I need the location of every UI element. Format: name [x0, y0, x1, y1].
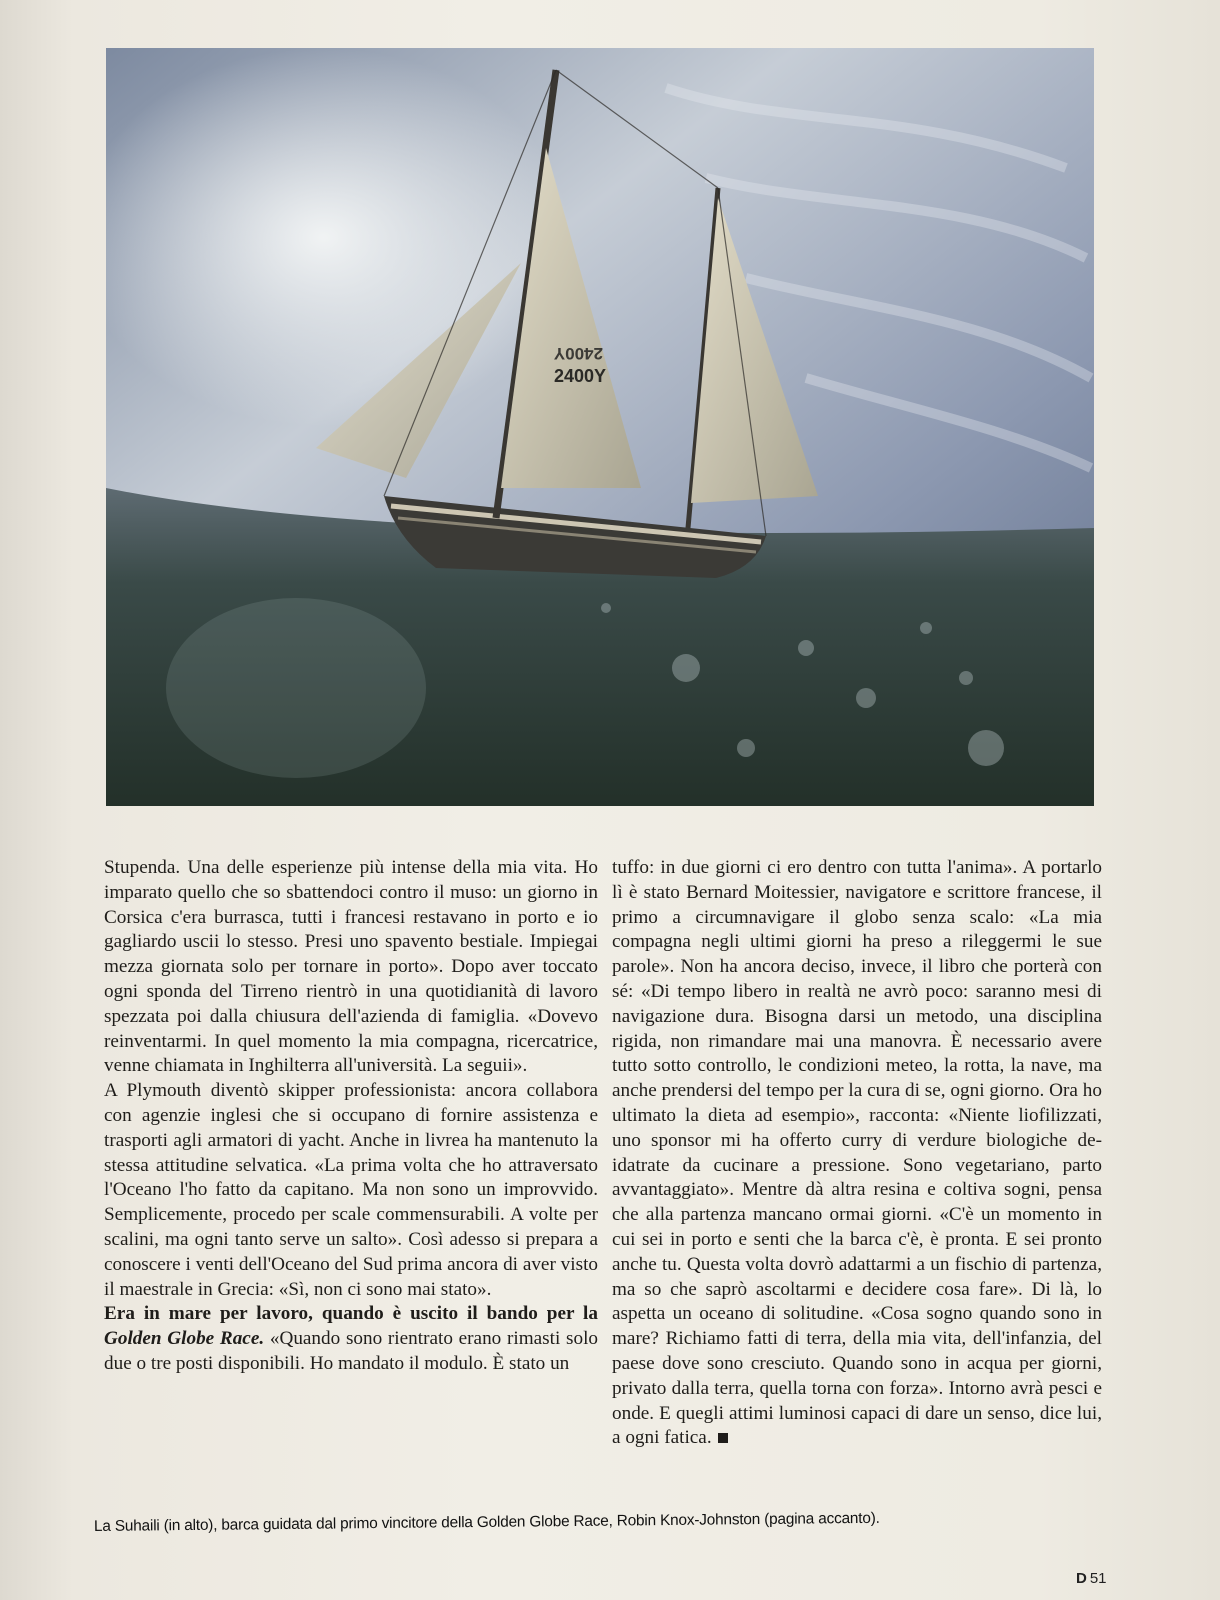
article-column-right — [612, 856, 1102, 1451]
page-number: 51 — [1089, 1570, 1107, 1587]
paragraph — [612, 856, 1102, 1451]
paragraph-text: «Quando sono rientrato erano rimasti solo due o tre posti disponibili. Ho mandato il modulo. È stato un — [104, 1328, 598, 1374]
article-column-left — [104, 856, 598, 1377]
sail-number-mirrored: 2400Y — [553, 344, 603, 363]
section-lead-text: Era in mare per lavoro, quando è uscito il bando per la — [104, 1303, 598, 1325]
sailboat-illustration — [106, 48, 1094, 806]
photo-caption: La Suhaili (in alto), barca guidata dal primo vincitore della Golden Globe Race, Robin Knox-Johnston (pagina accanto). — [93, 1509, 880, 1535]
race-name: Golden Globe Race. — [104, 1328, 265, 1350]
article-body — [0, 856, 1220, 1456]
magazine-mark: D — [1076, 1570, 1087, 1587]
paragraph-text: tuffo: in due giorni ci ero dentro con tutta l'anima». A portarlo lì è stato Bernard Moitessier, navigatore e scrittore francese, il primo a circumnavigare il globo senza scalo: «La mia compagna negli ultimi giorni ha preso a rileggermi le sue parole». Non ha ancora deciso, invece, il libro che porterà con sé: «Di tempo libero in realtà ne avrò poco: saranno mesi di navigazione dura. Bisogna darsi un metodo, una disciplina rigida, non rimandare mai una manovra. È necessario avere tutto sotto controllo, le condizioni meteo, la rotta, la nave, ma anche prendersi del tempo per la cura di se, ogni giorno. Ora ho ultimato la dieta ad esempio», racconta: «Niente liofilizzati, uno sponsor mi ha offerto curry di verdure biologiche de-idatrate da cucinare a pressione. Sono vegetariano, parto avvantaggiato». Mentre dà altra resina e coltiva sogni, pensa che alla partenza mancano ormai giorni. «C'è un momento in cui sei in porto e senti che la barca c'è, è pronta. E sei pronto anche tu. Questa volta dovrò adattarmi a un fischio di partenza, ma so che saprò ascoltarmi e decidere cosa fare». Di là, lo aspetta un oceano di solitudine. «Cosa sogno quando sono in mare? Richiamo fatti di terra, della mia vita, dell'infanzia, del paese dove sono cresciuto. Quando sono in acqua per giorni, privato dalla terra, quella torna con forza». Intorno avrà pesci e onde. E quegli attimi luminosi capaci di dare un senso, dice lui, a ogni fatica. — [612, 857, 1102, 1449]
sail-number: 2400Y — [554, 366, 607, 386]
end-of-article-mark — [718, 1433, 728, 1443]
paragraph — [104, 1302, 598, 1376]
paragraph: Stupenda. Una delle esperienze più intense della mia vita. Ho imparato quello che so sbattendoci contro il muso: un giorno in Corsica c'era burrasca, tutti i francesi restavano in porto e io gagliardo uscii lo stesso. Presi uno spavento bestiale. Impiegai mezza giornata solo per tornare in porto». Dopo aver toccato ogni sponda del Tirreno rientrò in una quotidianità di lavoro spezzata poi dalla chiusura dell'azienda di famiglia. «Dovevo reinventarmi. In quel momento la mia compagna, ricercatrice, venne chiamata in Inghilterra all'università. La seguii». — [104, 857, 598, 1077]
paragraph: A Plymouth diventò skipper professionista: ancora collabora con agenzie inglesi che si occupano di fornire assistenza e trasporti agli armatori di yacht. Anche in livrea ha mantenuto la stessa attitudine selvatica. «La prima volta che ho attraversato l'Oceano l'ho fatto da capitano. Ma non sono un improvvido. Semplicemente, procedo per scale commensurabili. A volte per scalini, ma ogni tanto serve un salto». Così adesso si prepara a conoscere i venti dell'Oceano del Sud prima ancora di aver visto il maestrale in Grecia: «Sì, non ci sono mai stato». — [104, 1080, 598, 1300]
page-folio — [1076, 1570, 1107, 1587]
sailboat-photo — [106, 48, 1094, 806]
